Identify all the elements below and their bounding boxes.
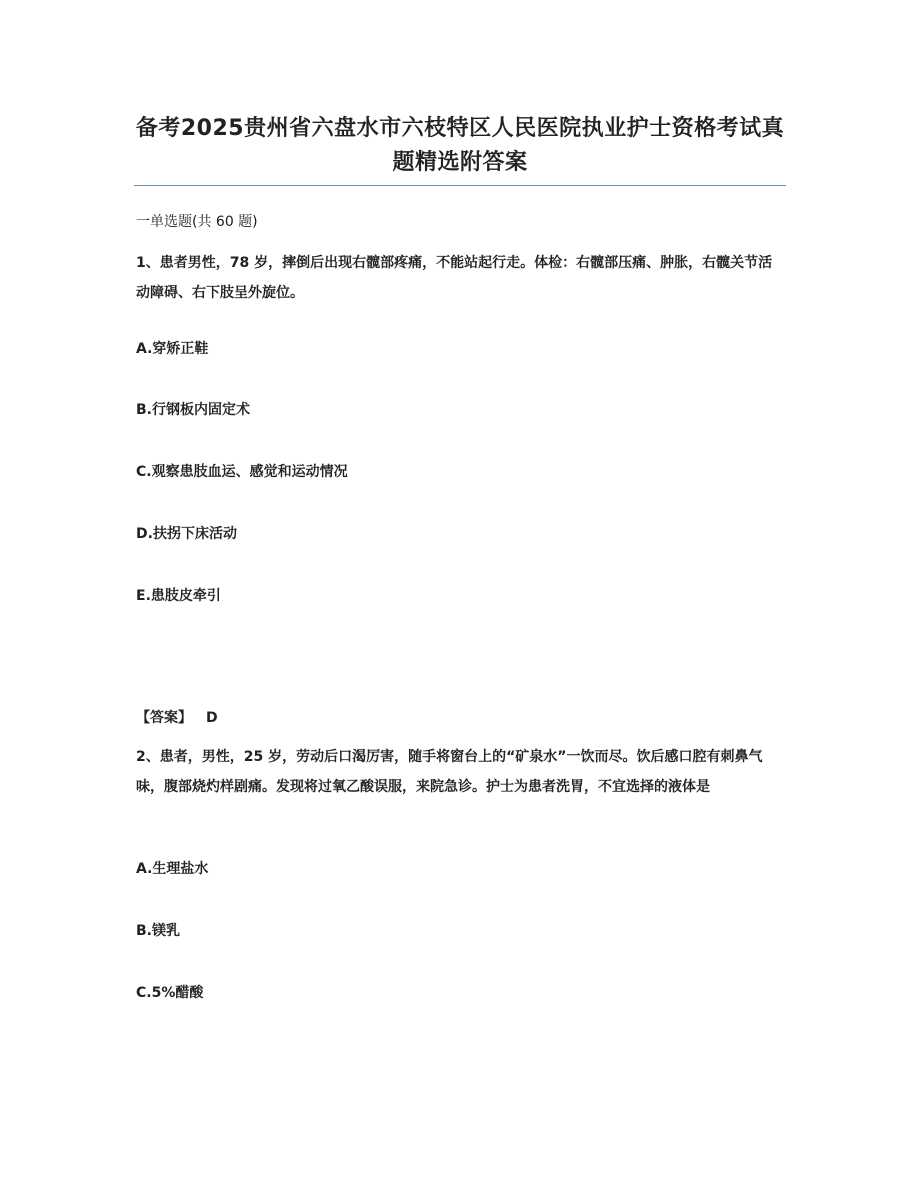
question-1-stem: 1、患者男性，78 岁，摔倒后出现右髋部疼痛，不能站起行走。体检：右髋部压痛、肿胀，右髋关节活动障碍、右下肢呈外旋位。 bbox=[136, 255, 773, 301]
title-divider bbox=[134, 185, 786, 186]
question-2-option-a: A.生理盐水 bbox=[136, 861, 209, 877]
question-2-option-c: C.5%醋酸 bbox=[136, 985, 204, 1001]
question-1-answer bbox=[136, 708, 218, 728]
answer-label: 【答案】 bbox=[136, 710, 192, 726]
question-1-option-d: D.扶拐下床活动 bbox=[136, 526, 237, 542]
answer-value: D bbox=[206, 710, 218, 726]
question-1-option-e: E.患肢皮牵引 bbox=[136, 588, 221, 604]
question-2-option-b: B.镁乳 bbox=[136, 923, 180, 939]
document-title: 备考2025贵州省六盘水市六枝特区人民医院执业护士资格考试真题精选附答案 bbox=[135, 116, 785, 175]
question-1-option-a: A.穿矫正鞋 bbox=[136, 341, 209, 357]
question-1-option-b: B.行钢板内固定术 bbox=[136, 402, 250, 418]
section-header: 一单选题(共 60 题) bbox=[136, 214, 258, 230]
question-1-option-c: C.观察患肢血运、感觉和运动情况 bbox=[136, 464, 348, 480]
question-2-stem: 2、患者，男性，25 岁，劳动后口渴厉害，随手将窗台上的“矿泉水”一饮而尽。饮后感口腔有刺鼻气味，腹部烧灼样剧痛。发现将过氧乙酸误服，来院急诊。护士为患者洗胃，不宜选择的液体是 bbox=[136, 749, 763, 795]
